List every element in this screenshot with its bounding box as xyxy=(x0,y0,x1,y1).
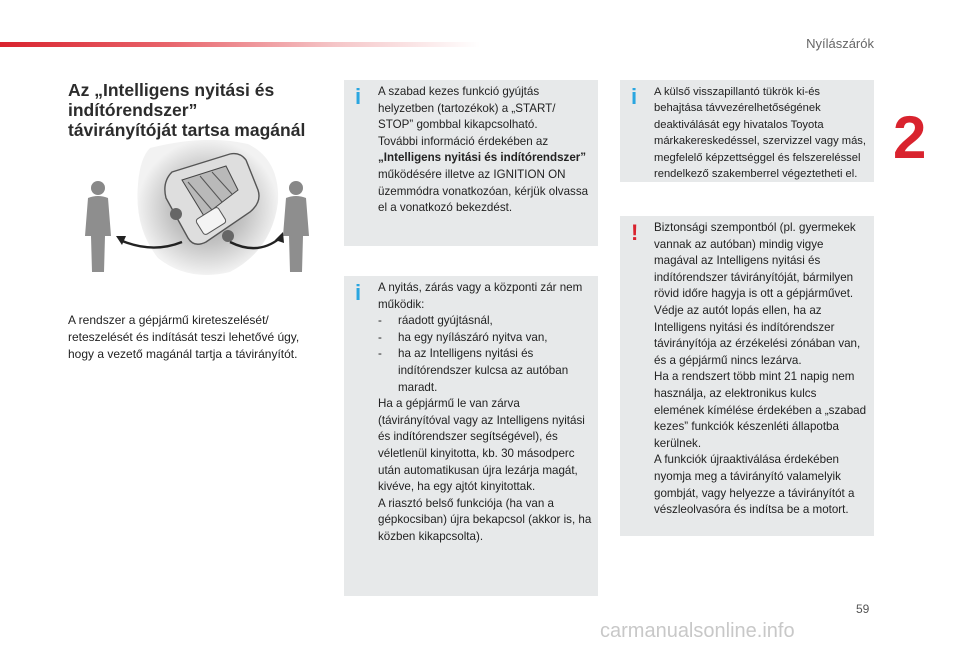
list-dash: - xyxy=(378,314,382,328)
info-icon: i xyxy=(631,84,638,109)
page-number: 59 xyxy=(856,602,870,616)
person-right xyxy=(283,181,309,272)
header-accent-bar xyxy=(0,42,480,47)
list-item xyxy=(378,330,592,347)
list-item xyxy=(378,346,592,396)
info-box-lock-failure xyxy=(344,276,598,596)
info-box-text xyxy=(378,84,592,217)
info-box-mirrors xyxy=(620,80,874,182)
info-icon: i xyxy=(355,280,362,305)
list-dash: - xyxy=(378,330,382,344)
info-box-text xyxy=(378,280,592,546)
info-paragraph xyxy=(378,134,592,217)
text-span: működésére illetve az IGNITION ON üzemmódra vonatkozóan, kérjük olvassa el a vonatkozó bekezdést. xyxy=(378,167,589,215)
list-item-text: ráadott gyújtásnál, xyxy=(398,314,493,328)
text-span: További információ érdekében az xyxy=(378,134,549,148)
text-span-bold: „Intelligens nyitási és indítórendszer” xyxy=(378,151,587,165)
list-dash: - xyxy=(378,347,382,361)
list-item-text: ha az Intelligens nyitási és indítórendszer kulcsa az autóban maradt. xyxy=(398,347,569,394)
section-title: Nyílászárók xyxy=(806,36,874,51)
warning-icon: ! xyxy=(631,220,639,245)
info-box-text: A külső visszapillantó tükrök ki-és behajtása távvezérelhetőségének deaktiválását egy hivatalos Toyota márkakereskedéssel, szervizzel vagy más, megfelelő képzettséggel és felszereléssel rendelkező szakemberrel végeztetheti el. xyxy=(654,86,867,181)
info-icon: i xyxy=(355,84,362,109)
list-item xyxy=(378,313,592,330)
list-item-text: ha egy nyílászáró nyitva van, xyxy=(398,330,548,344)
info-box-freehand xyxy=(344,80,598,246)
warning-paragraph: A funkciók újraaktiválása érdekében nyomja meg a távirányító valamelyik gombját, vagy helyezze a távirányítót a vészleolvasóra és indítsa be a motort. xyxy=(654,453,855,517)
illustration xyxy=(80,132,316,292)
watermark: carmanualsonline.info xyxy=(600,620,795,642)
info-paragraph: A szabad kezes funkció gyújtás helyzetben (tartozékok) a „START/ STOP” gombbal kikapcsolható. xyxy=(378,85,556,132)
info-paragraph: A riasztó belső funkciója (ha van a gépkocsiban) újra bekapcsol (akkor is, ha közben kikapcsolta). xyxy=(378,496,592,543)
warning-box-safety xyxy=(620,216,874,536)
warning-paragraph: Védje az autót lopás ellen, ha az Intelligens nyitási és indítórendszer távirányítója az érzékelési zónában van, és a gépjármű nincs lezárva. xyxy=(654,303,861,367)
warning-paragraph: Ha a rendszert több mint 21 napig nem használja, az elektronikus kulcs elemének kímélése érdekében a „szabad kezes” funkciók készenléti állapotba kerülnek. xyxy=(654,370,867,450)
info-paragraph: A nyitás, zárás vagy a központi zár nem működik: xyxy=(378,281,583,311)
chapter-number: 2 xyxy=(893,104,927,171)
page-title: Az „Intelligens nyitási és indítórendszer” távirányítóját tartsa magánál xyxy=(68,80,306,140)
person-left xyxy=(85,181,111,272)
description-text: A rendszer a gépjármű kireteszelését/ reteszelését és indítását teszi lehetővé úgy, hogy a vezető magánál tartja a távirányítót. xyxy=(68,313,300,361)
warning-paragraph: Biztonsági szempontból (pl. gyermekek vannak az autóban) mindig vigye magával az Intelligens nyitási és indítórendszer távirányítóját, bármilyen rövid időre hagyja is ott a gépjárművet. xyxy=(654,221,856,301)
warning-box-text xyxy=(654,220,868,519)
info-paragraph: Ha a gépjármű le van zárva (távirányítóval vagy az Intelligens nyitási és indítórendszer segítségével), és véletlenül kinyitotta, kb. 30 másodperc után automatikusan újra lezárja magát, kivéve, ha egy ajtót kinyitottak. xyxy=(378,397,585,494)
